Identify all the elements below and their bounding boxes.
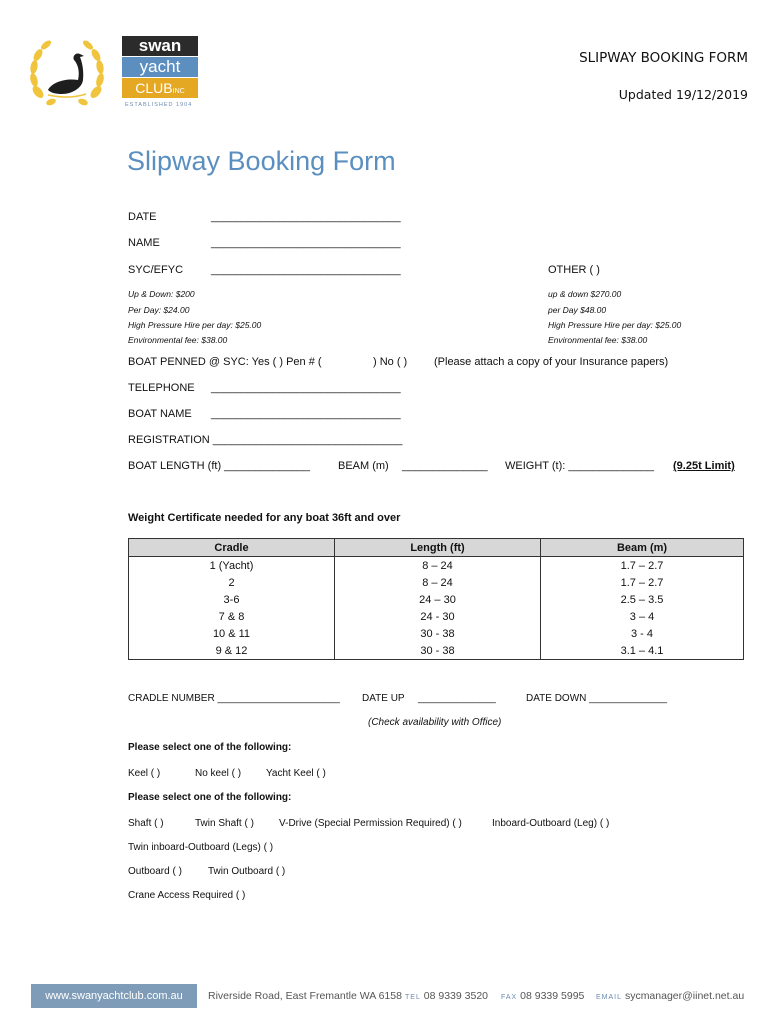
cell-cradle: 9 & 12 <box>129 642 335 660</box>
footer-email <box>596 990 744 1002</box>
boat-name-label: BOAT NAME <box>128 408 192 420</box>
logo-inc-text: INC <box>172 88 185 95</box>
footer-tel-label: TEL <box>405 994 421 1001</box>
logo-word-club <box>122 78 198 98</box>
date-field[interactable]: _______________________________ <box>211 211 401 223</box>
boat-name-field[interactable]: _______________________________ <box>211 408 401 420</box>
cell-length: 8 – 24 <box>335 557 541 575</box>
swan-emblem-icon <box>26 34 108 114</box>
footer-email-address[interactable]: sycmanager@iinet.net.au <box>624 990 745 1002</box>
cell-length: 24 - 30 <box>335 608 541 625</box>
insurance-note: (Please attach a copy of your Insurance papers) <box>434 356 669 368</box>
outboard-option[interactable]: Outboard ( ) <box>128 866 182 877</box>
keel-option[interactable]: Keel ( ) <box>128 768 161 779</box>
cell-beam: 3 - 4 <box>541 625 744 642</box>
boat-length-field[interactable]: BOAT LENGTH (ft) ______________ <box>128 460 310 472</box>
v-drive-option[interactable]: V-Drive (Special Permission Required) ( ) <box>279 818 462 829</box>
name-label: NAME <box>128 237 160 249</box>
footer-email-label: EMAIL <box>596 994 623 1001</box>
fee-left-perday: Per Day: $24.00 <box>128 305 190 315</box>
logo-club-text: CLUB <box>135 80 173 96</box>
table-row <box>129 557 744 575</box>
cell-cradle: 10 & 11 <box>129 625 335 642</box>
document-title: SLIPWAY BOOKING FORM <box>579 50 748 66</box>
header-length: Length (ft) <box>335 539 541 557</box>
footer-tel-number: 08 9339 3520 <box>423 990 488 1002</box>
beam-label: BEAM (m) <box>338 460 389 472</box>
yacht-keel-option[interactable]: Yacht Keel ( ) <box>266 768 326 779</box>
no-keel-option[interactable]: No keel ( ) <box>195 768 242 779</box>
cell-length: 8 – 24 <box>335 574 541 591</box>
table-row <box>129 625 744 642</box>
club-logo <box>26 34 201 116</box>
select-drive-heading: Please select one of the following: <box>128 792 292 803</box>
syc-label: SYC/EFYC <box>128 264 184 276</box>
date-label: DATE <box>128 211 157 223</box>
footer-url[interactable]: www.swanyachtclub.com.au <box>31 984 197 1008</box>
date-up-field[interactable]: ______________ <box>418 693 496 704</box>
other-option[interactable]: OTHER ( ) <box>548 264 600 276</box>
footer-tel <box>405 990 488 1002</box>
fee-right-perday: per Day $48.00 <box>548 305 607 315</box>
cradle-number-field[interactable]: CRADLE NUMBER ______________________ <box>128 693 340 704</box>
boat-penned-no[interactable]: ) No ( ) <box>373 356 408 368</box>
table-row <box>129 642 744 660</box>
logo-established: ESTABLISHED 1904 <box>125 102 193 108</box>
telephone-field[interactable]: _______________________________ <box>211 382 401 394</box>
cell-beam: 2.5 – 3.5 <box>541 591 744 608</box>
date-up-label: DATE UP <box>362 693 405 704</box>
cell-length: 30 - 38 <box>335 625 541 642</box>
logo-word-swan: swan <box>122 36 198 56</box>
fee-left-updown: Up & Down: $200 <box>128 289 195 299</box>
header-beam: Beam (m) <box>541 539 744 557</box>
table-header-row <box>129 539 744 557</box>
fee-right-updown: up & down $270.00 <box>548 289 622 299</box>
table-row <box>129 574 744 591</box>
telephone-label: TELEPHONE <box>128 382 195 394</box>
registration-field[interactable]: REGISTRATION _______________________________ <box>128 434 403 446</box>
cell-cradle: 1 (Yacht) <box>129 557 335 575</box>
footer-fax <box>501 990 584 1002</box>
twin-outboard-option[interactable]: Twin Outboard ( ) <box>208 866 286 877</box>
footer-address: Riverside Road, East Fremantle WA 6158 <box>208 990 402 1002</box>
cell-beam: 3.1 – 4.1 <box>541 642 744 660</box>
cell-length: 24 – 30 <box>335 591 541 608</box>
cell-cradle: 7 & 8 <box>129 608 335 625</box>
cell-beam: 1.7 – 2.7 <box>541 557 744 575</box>
form-title: Slipway Booking Form <box>127 146 396 176</box>
check-availability-note: (Check availability with Office) <box>368 717 502 728</box>
cell-beam: 1.7 – 2.7 <box>541 574 744 591</box>
weight-field[interactable]: WEIGHT (t): ______________ <box>505 460 654 472</box>
date-down-field[interactable]: DATE DOWN ______________ <box>526 693 668 704</box>
twin-shaft-option[interactable]: Twin Shaft ( ) <box>195 818 254 829</box>
twin-inboard-outboard-option[interactable]: Twin inboard-Outboard (Legs) ( ) <box>128 842 274 853</box>
cell-length: 30 - 38 <box>335 642 541 660</box>
cell-cradle: 3-6 <box>129 591 335 608</box>
fee-right-pressure: High Pressure Hire per day: $25.00 <box>548 320 682 330</box>
table-row <box>129 608 744 625</box>
beam-field[interactable]: ______________ <box>402 460 488 472</box>
logo-word-yacht: yacht <box>122 57 198 77</box>
fee-right-env: Environmental fee: $38.00 <box>548 335 648 345</box>
fee-left-pressure: High Pressure Hire per day: $25.00 <box>128 320 262 330</box>
header-cradle: Cradle <box>129 539 335 557</box>
weight-limit: (9.25t Limit) <box>673 460 735 472</box>
name-field[interactable]: _______________________________ <box>211 237 401 249</box>
syc-field[interactable]: _______________________________ <box>211 264 401 276</box>
crane-access-option[interactable]: Crane Access Required ( ) <box>128 890 246 901</box>
fee-left-env: Environmental fee: $38.00 <box>128 335 228 345</box>
footer-fax-label: FAX <box>501 994 518 1001</box>
cell-cradle: 2 <box>129 574 335 591</box>
weight-certificate-note: Weight Certificate needed for any boat 36ft and over <box>128 512 401 524</box>
footer-fax-number: 08 9339 5995 <box>520 990 585 1002</box>
shaft-option[interactable]: Shaft ( ) <box>128 818 164 829</box>
cradle-table <box>128 538 744 660</box>
select-keel-heading: Please select one of the following: <box>128 742 292 753</box>
updated-date: Updated 19/12/2019 <box>618 87 748 102</box>
boat-penned-yes-pen[interactable]: BOAT PENNED @ SYC: Yes ( ) Pen # ( <box>128 356 322 368</box>
cell-beam: 3 – 4 <box>541 608 744 625</box>
inboard-outboard-option[interactable]: Inboard-Outboard (Leg) ( ) <box>492 818 610 829</box>
table-row <box>129 591 744 608</box>
